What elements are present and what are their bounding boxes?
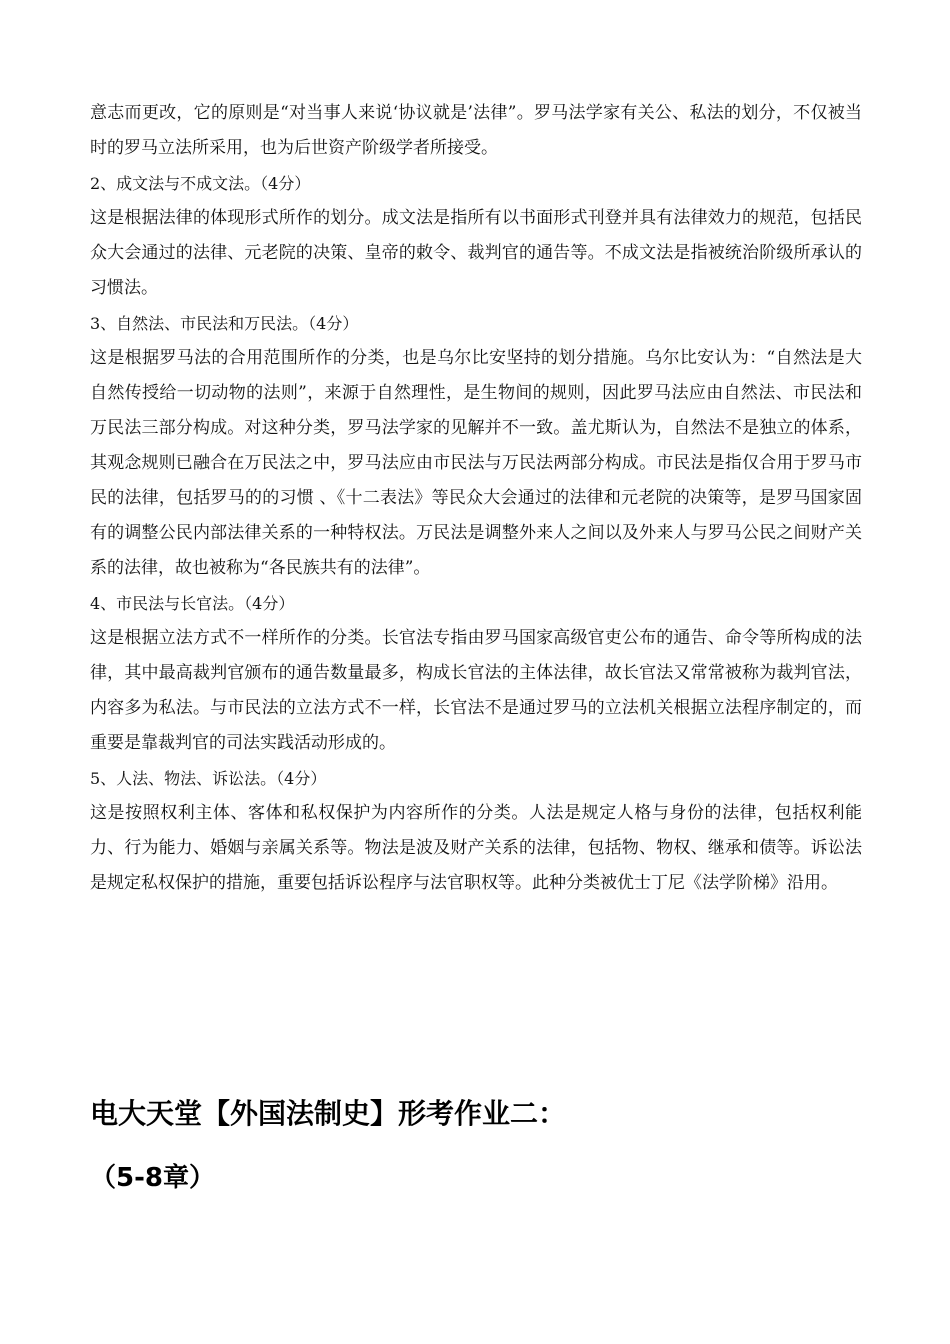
section-heading-persons-things-actions: 5、人法、物法、诉讼法。（4分） xyxy=(90,769,327,788)
section-text-natural-law: 这是根据罗马法的合用范围所作的分类，也是乌尔比安坚持的划分措施。乌尔比安认为：“自然法是大自然传授给一切动物的法则”，来源于自然理性，是生物间的规则，因此罗马法应由自然法、市民法和万民法三部分构成。对这种分类，罗马法学家的见解并不一致。盖尤斯认为，自然法不是独立的体系，其观念规则已融合在万民法之中，罗马法应由市民法与万民法两部分构成。市民法是指仅合用于罗马市民的法律，包括罗马的的习惯 、《十二表法》等民众大会通过的法律和元老院的决策等，是罗马国家固有的调整公民内部法律关系的一种特权法。万民法是调整外来人之间以及外来人与罗马公民之间财产关系的法律，故也被称为“各民族共有的法律”。 xyxy=(90,348,862,578)
section-text-written-law: 这是根据法律的体现形式所作的划分。成文法是指所有以书面形式刊登并具有法律效力的规范，包括民众大会通过的法律、元老院的决策、皇帝的敕令、裁判官的通告等。不成文法是指被统治阶级所承认的习惯法。 xyxy=(90,208,862,298)
section-heading-written-law: 2、成文法与不成文法。（4分） xyxy=(90,174,311,193)
section-text-magistrate-law: 这是根据立法方式不一样所作的分类。长官法专指由罗马国家高级官吏公布的通告、命令等所构成的法律，其中最高裁判官颁布的通告数量最多，构成长官法的主体法律，故长官法又常常被称为裁判官法，内容多为私法。与市民法的立法方式不一样，长官法不是通过罗马的立法机关根据立法程序制定的，而重要是靠裁判官的司法实践活动形成的。 xyxy=(90,628,862,753)
document-subtitle: （5-8章） xyxy=(90,1163,215,1193)
document-title: 电大天堂【外国法制史】形考作业二： xyxy=(90,1097,567,1130)
section-text-persons-things-actions: 这是按照权利主体、客体和私权保护为内容所作的分类。人法是规定人格与身份的法律，包括权利能力、行为能力、婚姻与亲属关系等。物法是波及财产关系的法律，包括物、物权、继承和债等。诉讼法是规定私权保护的措施，重要包括诉讼程序与法官职权等。此种分类被优士丁尼《法学阶梯》沿用。 xyxy=(90,803,862,893)
section-heading-natural-law: 3、自然法、市民法和万民法。（4分） xyxy=(90,314,359,333)
document-body xyxy=(90,96,862,901)
section-heading-magistrate-law: 4、市民法与长官法。（4分） xyxy=(90,594,295,613)
paragraph-intro: 意志而更改，它的原则是“对当事人来说‘协议就是’法律”。罗马法学家有关公、私法的划分，不仅被当时的罗马立法所采用，也为后世资产阶级学者所接受。 xyxy=(90,103,862,158)
